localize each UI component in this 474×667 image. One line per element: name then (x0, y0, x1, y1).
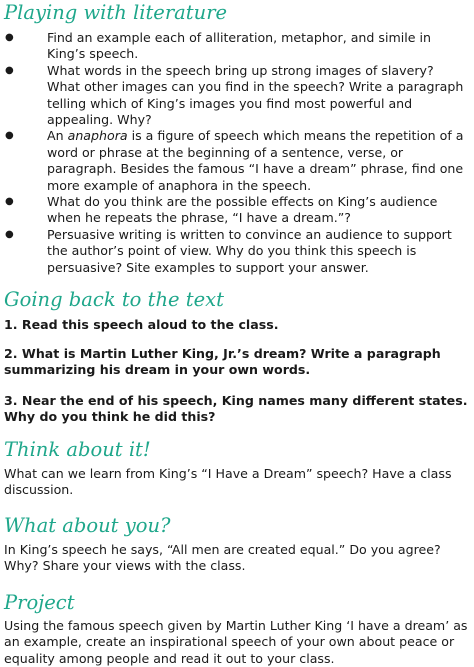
heading-playing-with-literature: Playing with literature (4, 1, 228, 24)
bullet-item-audience-effects (0, 194, 474, 227)
project-text: Using the famous speech given by Martin Luther King ‘I have a dream’ as an example, create an inspirational speech of your own about peace or equality among people and read it out to your class. (4, 618, 468, 666)
bullet-text-pre: An (47, 128, 68, 144)
think-about-it-text: What can we learn from King’s “I Have a Dream” speech? Have a class discussion. (4, 466, 452, 498)
bullet-icon: ● (5, 196, 14, 208)
bullet-item-anaphora (0, 128, 474, 194)
bullet-icon: ● (5, 130, 14, 142)
bullet-item-slavery-images (0, 63, 474, 129)
bullet-text: What do you think are the possible effects on King’s audience when he repeats the phrase, “I have a dream.”? (47, 194, 438, 226)
what-about-you-text: In King’s speech he says, “All men are created equal.” Do you agree? Why? Share your views with the class. (4, 542, 441, 574)
bullet-text: Persuasive writing is written to convince an audience to support the author’s point of view. Why do you think this speech is persuasive? Site examples to support your answer. (47, 226, 452, 275)
bullet-item-alliteration (0, 30, 474, 63)
heading-think-about-it: Think about it! (4, 438, 151, 461)
bullet-item-persuasive-writing (0, 227, 474, 276)
question-3: 3. Near the end of his speech, King names many different states. Why do you think he did this? (4, 393, 468, 425)
bullet-text (47, 128, 464, 192)
bullet-text: What words in the speech bring up strong images of slavery? What other images can you find in the speech? Write a paragraph telling which of King’s images you find most powerful and appealing. Why? (47, 62, 464, 128)
bullet-text-emphasis: anaphora (67, 128, 128, 144)
bullet-icon: ● (5, 228, 14, 240)
bullet-icon: ● (5, 32, 14, 43)
question-2: 2. What is Martin Luther King, Jr.’s dream? Write a paragraph summarizing his dream in your own words. (4, 346, 441, 378)
heading-project: Project (4, 591, 75, 614)
bullet-icon: ● (5, 64, 14, 76)
literature-bullet-list (0, 30, 474, 276)
question-1: 1. Read this speech aloud to the class. (4, 317, 279, 332)
heading-going-back-to-the-text: Going back to the text (4, 288, 224, 311)
bullet-text: Find an example each of alliteration, metaphor, and simile in King’s speech. (47, 30, 431, 62)
heading-what-about-you: What about you? (4, 514, 171, 537)
bullet-text-post: is a figure of speech which means the repetition of a word or phrase at the beginning of a sentence, verse, or paragraph. Besides the famous “I have a dream” phrase, find one more example of anaphora in the speech. (47, 128, 464, 193)
